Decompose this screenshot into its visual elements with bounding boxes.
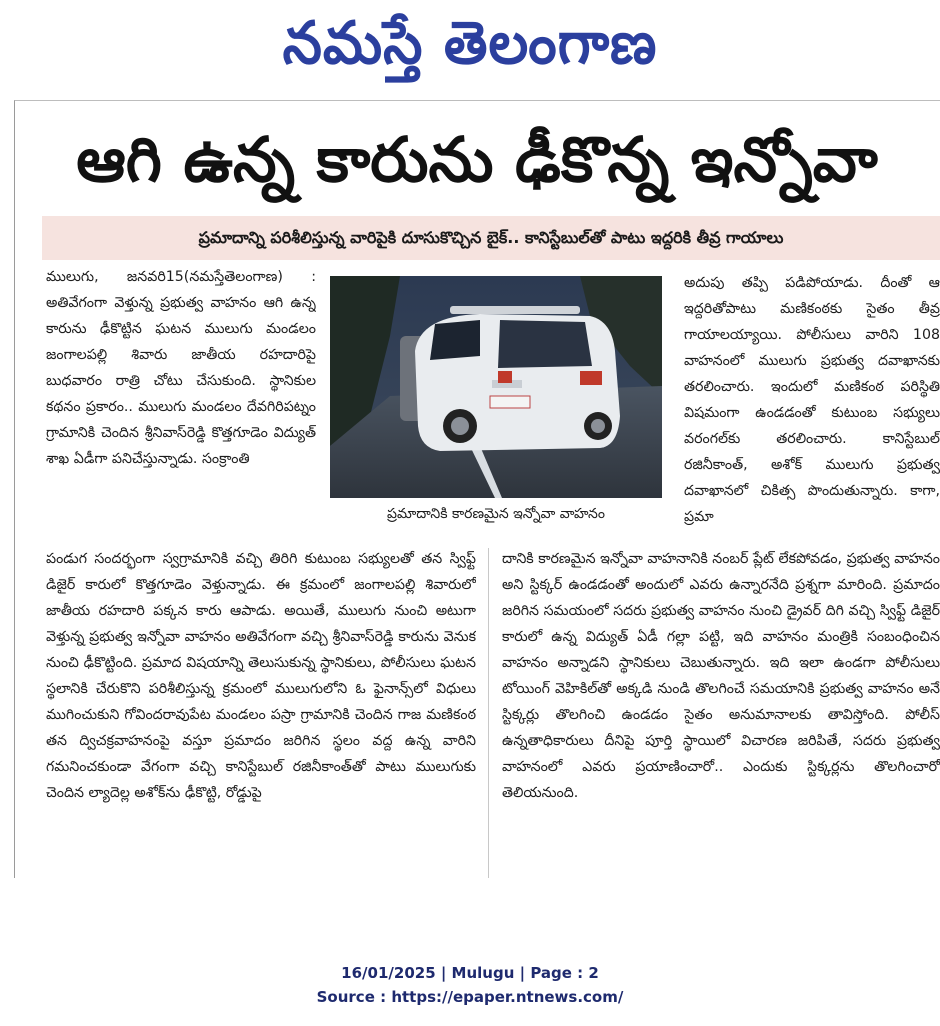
footer-source-line: Source : https://epaper.ntnews.com/ [316, 988, 624, 1006]
photo-caption: ప్రమాదానికి కారణమైన ఇన్నోవా వాహనం [387, 506, 605, 522]
masthead [0, 4, 940, 84]
article-column-right [684, 270, 940, 546]
footer-date-line: 16/01/2025 | Mulugu | Page : 2 [341, 964, 599, 982]
article-column-bottom-right [502, 546, 940, 886]
paragraph-right: అదుపు తప్పి పడిపోయాడు. దీంతో ఆ ఇద్దరితోపాటు మణికంఠకు సైతం తీవ్ర గాయాలయ్యాయి. పోలీసులు వారిని 108 వాహనంలో ములుగు ప్రభుత్వ దవాఖానకు తరలించారు. ఇందులో మణికంఠ పరిస్థితి విషమంగా ఉండడంతో కుటుంబ సభ్యులు వరంగల్‌కు తరలించారు. కానిస్టేబుల్ రజినీకాంత్, అశోక్ ములుగు ప్రభుత్వ దవాఖానలో చికిత్స పొందుతున్నారు. కాగా, ప్రమా [684, 275, 940, 525]
paragraph-bottom-left: పండుగ సందర్భంగా స్వగ్రామానికి వచ్చి తిరిగి కుటుంబ సభ్యులతో తన స్విఫ్ట్ డిజైర్ కారులో కొత్తగూడెం వెళ్తున్నాడు. ఈ క్రమంలో జంగాలపల్లి శివారులో జాతీయ రహదారి పక్కన కారు ఆపాడు. అయితే, ములుగు నుంచి అటుగా వెళ్తున్న ప్రభుత్వ ఇన్నోవా వాహనం అతివేగంగా వచ్చి శ్రీనివాస్‌రెడ్డి కారును వెనుక నుంచి ఢీకొట్టింది. ప్రమాద విషయాన్ని తెలుసుకున్న స్థానికులు, పోలీసులు ఘటన స్థలానికి చేరుకొని పరిశీలిస్తున్న క్రమంలో ములుగులోని ఓ ఫైనాన్స్‌లో విధులు ముగించుకుని గోవిందరావుపేట మండలం పస్రా గ్రామానికి చెందిన గాజ మణికంఠ తన ద్విచక్రవాహనంపై వస్తూ ప్రమాదం జరిగిన స్థలం వద్ద ఉన్న వారిని గమనించకుండా వేగంగా వచ్చి కానిస్టేబుల్ రజినీకాంత్‌తో పాటు ములుగుకు చెందిన ల్యాదెల్ల అశోక్‌ను ఢీకొట్టి, రోడ్డుపై [46, 551, 476, 801]
article-headline: ఆగి ఉన్న కారును ఢీకొన్న ఇన్నోవా [76, 123, 878, 196]
newspaper-logo: నమస్తే తెలంగాణ [282, 9, 658, 78]
article-column-left [46, 264, 316, 550]
paragraph-bottom-right: దానికి కారణమైన ఇన్నోవా వాహనానికి నంబర్ ప్లేట్ లేకపోవడం, ప్రభుత్వ వాహనం అని స్టిక్కర్ ఉండడంతో అందులో ఎవరు ఉన్నారనేది ప్రశ్నగా మారింది. ప్రమాదం జరిగిన సమయంలో సదరు ప్రభుత్వ వాహనం నుంచి డ్రైవర్ దిగి వచ్చి స్విఫ్ట్ డిజైర్ కారులో ఉన్న విద్యుత్ ఏడీ గల్లా పట్టి, ఇది వాహనం మంత్రికి సంబంధించిన వాహనం అన్నాడని స్థానికులు చెబుతున్నారు. ఇది ఇలా ఉండగా పోలీసులు టోయింగ్ వెహికిల్‌తో అక్కడి నుండి తొలగించే సమయానికి ప్రభుత్వ వాహనం అనే స్టిక్కర్లు తొలగించి ఉండడం సైతం అనుమానాలకు తావిస్తోంది. పోలీస్ ఉన్నతాధికారులు దీనిపై పూర్తి స్థాయిలో విచారణ జరిపితే, సదరు ప్రభుత్వ వాహనంలో ఎవరు ప్రయాణించారో.. ఎందుకు స్టిక్కర్లను తొలగించారో తెలియనుంది. [502, 551, 940, 801]
innova-car-photo [330, 276, 662, 498]
paragraph-left: ములుగు, జనవరి15(నమస్తేతెలంగాణ) : అతివేగంగా వెళ్తున్న ప్రభుత్వ వాహనం ఆగి ఉన్న కారును ఢీకొట్టిన ఘటన ములుగు మండలం జంగాలపల్లి శివారు జాతీయ రహదారిపై బుధవారం రాత్రి చోటు చేసుకుంది. స్థానికుల కథనం ప్రకారం.. ములుగు మండలం దేవగిరిపట్నం గ్రామానికి చెందిన శ్రీనివాస్‌రెడ్డి కొత్తగూడెం విద్యుత్ శాఖ ఏడీగా పనిచేస్తున్నాడు. సంక్రాంతి [46, 269, 316, 467]
article-photo [330, 276, 662, 498]
article-subheadline: ప్రమాదాన్ని పరిశీలిస్తున్న వారిపైకి దూసుకొచ్చిన బైక్.. కానిస్టేబుల్‌తో పాటు ఇద్దరికి తీవ్ర గాయాలు [42, 216, 940, 260]
column-divider [488, 548, 489, 878]
article-column-bottom-left [46, 546, 476, 886]
